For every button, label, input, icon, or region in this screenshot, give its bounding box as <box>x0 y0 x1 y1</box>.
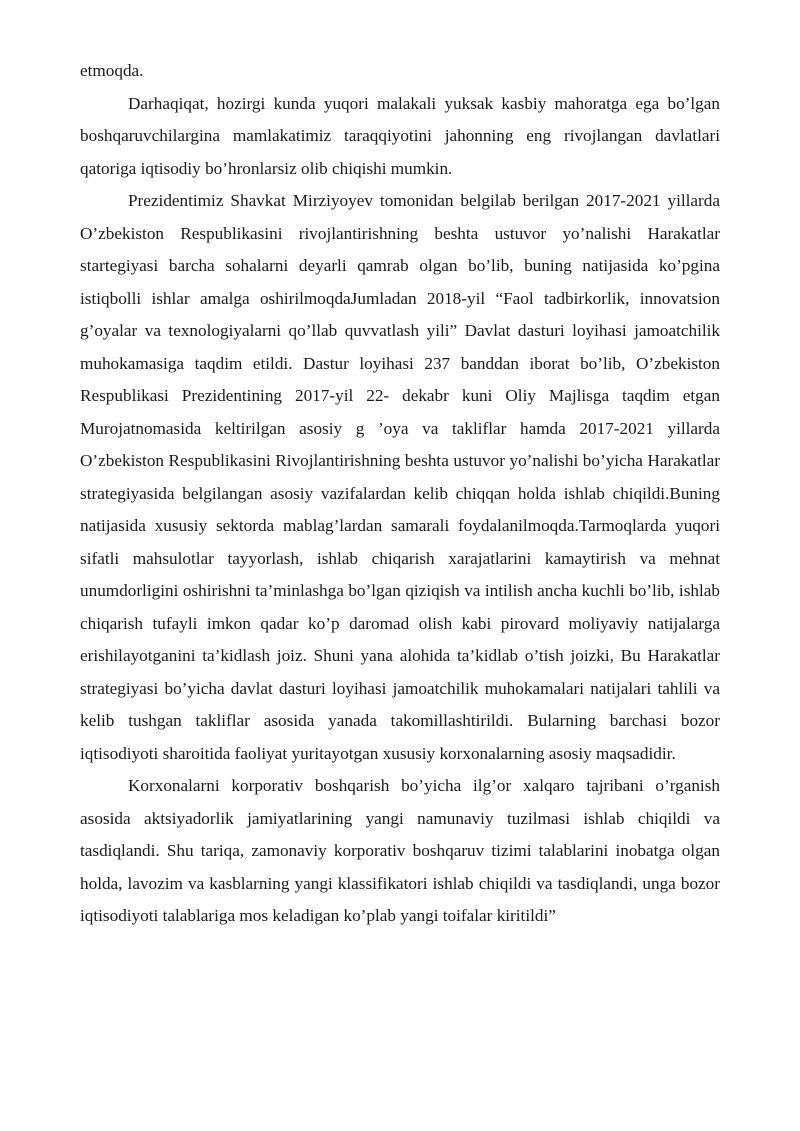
paragraph-action-strategy: Prezidentimiz Shavkat Mirziyoyev tomonidan belgilab berilgan 2017-2021 yillarda O’zbekiston Respublikasini rivojlantirishning beshta ustuvor yo’nalishi Harakatlar startegiyasi barcha sohalarni deyarli qamrab olgan bo’lib, buning natijasida ko’pgina istiqbolli ishlar amalga oshirilmoqdaJumladan 2018-yil “Faol tadbirkorlik, innovatsion g’oyalar va texnologiyalarni qo’llab quvvatlash yili” Davlat dasturi loyihasi jamoatchilik muhokamasiga taqdim etildi. Dastur loyihasi 237 banddan iborat bo’lib, O’zbekiston Respublikasi Prezidentining 2017-yil 22- dekabr kuni Oliy Majlisga taqdim etgan Murojatnomasida keltirilgan asosiy g ’oya va takliflar hamda 2017-2021 yillarda O’zbekiston Respublikasini Rivojlantirishning beshta ustuvor yo’nalishi bo’yicha Harakatlar strategiyasida belgilangan asosiy vazifalardan kelib chiqqan holda ishlab chiqildi.Buning natijasida xususiy sektorda mablag’lardan samarali foydalanilmoqda.Tarmoqlarda yuqori sifatli mahsulotlar tayyorlash, ishlab chiqarish xarajatlarini kamaytirish va mehnat unumdorligini oshirishni ta’minlashga bo’lgan qiziqish va intilish ancha kuchli bo’lib, ishlab chiqarish tufayli imkon qadar ko’p daromad olish kabi pirovard moliyaviy natijalarga erishilayotganini ta’kidlash joiz. Shuni yana alohida ta’kidlab o’tish joizki, Bu Harakatlar strategiyasi bo’yicha davlat dasturi loyihasi jamoatchilik muhokamalari natijalari tahlili va kelib tushgan takliflar asosida yanada takomillashtirildi. Bularning barchasi bozor iqtisodiyoti sharoitida faoliyat yuritayotgan xususiy korxonalarning asosiy maqsadidir. <box>80 191 720 763</box>
document-page <box>80 55 720 933</box>
paragraph-corporate-governance: Korxonalarni korporativ boshqarish bo’yicha ilg’or xalqaro tajribani o’rganish asosida aktsiyadorlik jamiyatlarining yangi namunaviy tuzilmasi ishlab chiqildi va tasdiqlandi. Shu tariqa, zamonaviy korporativ boshqaruv tizimi talablarini inobatga olgan holda, lavozim va kasblarning yangi klassifikatori ishlab chiqildi va tasdiqlandi, unga bozor iqtisodiyoti talablariga mos keladigan ko’plab yangi toifalar kiritildi” <box>80 776 720 925</box>
paragraph-qualified-managers: Darhaqiqat, hozirgi kunda yuqori malakali yuksak kasbiy mahoratga ega bo’lgan boshqaruvchilargina mamlakatimiz taraqqiyotini jahonning eng rivojlangan davlatlari qatoriga iqtisodiy bo’hronlarsiz olib chiqishi mumkin. <box>80 93 720 178</box>
paragraph-continuation: etmoqda. <box>80 61 144 80</box>
